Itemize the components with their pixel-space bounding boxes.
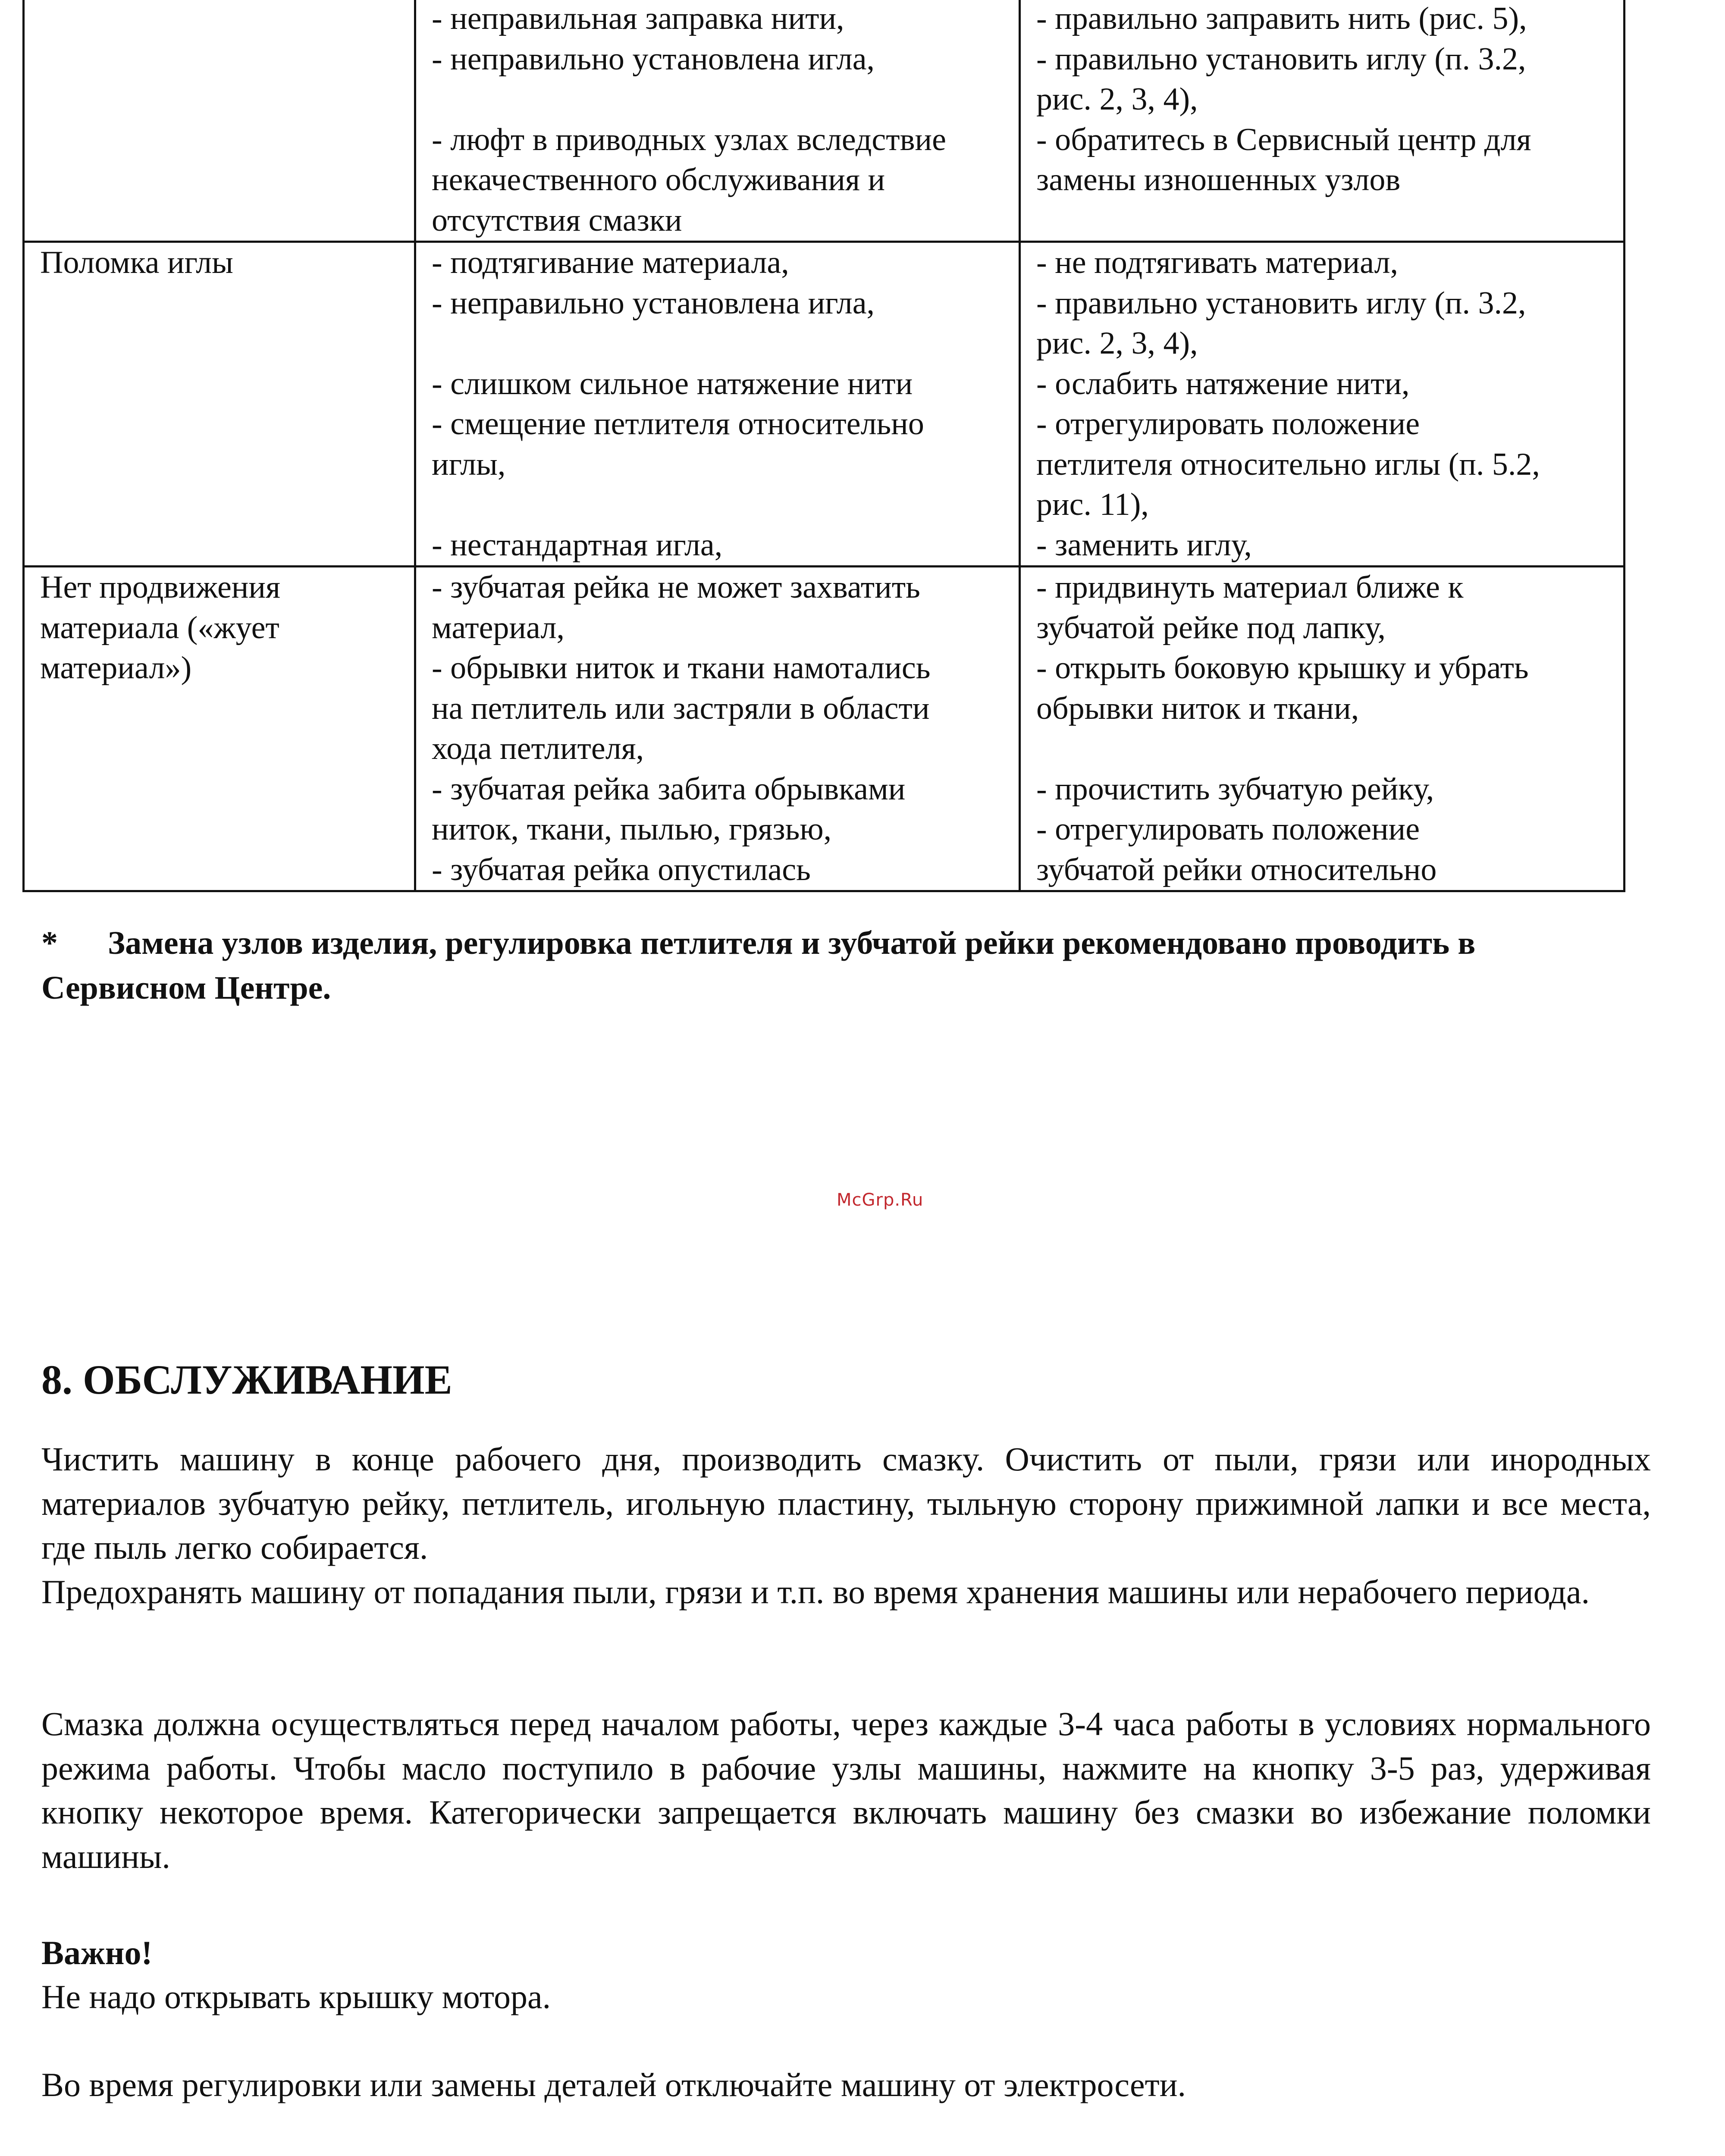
solution-cell: [1020, 0, 1625, 242]
cell-line: - ослабить натяжение нити,: [1036, 366, 1410, 401]
cell-line: - смещение петлителя относительно: [432, 406, 924, 442]
cell-line: Нет продвижения: [40, 570, 281, 605]
cell-line: Поломка иглы: [40, 245, 233, 280]
cell-line: материала («жует: [40, 610, 279, 646]
important-text: Не надо открывать крышку мотора.: [41, 1978, 551, 2015]
cell-line: - обратитесь в Сервисный центр для: [1036, 122, 1531, 157]
lubrication-block: [41, 1702, 1651, 1879]
solution-cell: [1020, 242, 1625, 567]
cell-line: - открыть боковую крышку и убрать: [1036, 650, 1529, 686]
cell-line: некачественного обслуживания и: [432, 162, 885, 197]
cell-line: обрывки ниток и ткани,: [1036, 690, 1359, 726]
cell-line: - подтягивание материала,: [432, 245, 789, 280]
lubrication-paragraph: Смазка должна осуществляться перед началом работы, через каждые 3-4 часа работы в условиях нормального режима работы. Чтобы масло поступило в рабочие узлы машины, нажмите на кнопку 3-5 раз, удерживая кнопку некоторое время. Категорически запрещается включать машину без смазки во избежание поломки машины.: [41, 1705, 1651, 1875]
cell-line: - правильно заправить нить (рис. 5),: [1036, 1, 1527, 36]
cell-line: - придвинуть материал ближе к: [1036, 570, 1464, 605]
section-title: 8. ОБСЛУЖИВАНИЕ: [41, 1357, 452, 1403]
cell-line: на петлитель или застряли в области: [432, 690, 930, 726]
cell-line: - зубчатая рейка забита обрывками: [432, 771, 906, 807]
cell-line: петлителя относительно иглы (п. 5.2,: [1036, 446, 1540, 482]
cause-cell: [415, 0, 1020, 242]
cell-line: зубчатой рейке под лапку,: [1036, 610, 1386, 646]
problem-cell: [24, 567, 415, 891]
table-row: [24, 242, 1625, 567]
troubleshooting-table: [22, 0, 1625, 892]
storage-paragraph: Предохранять машину от попадания пыли, грязи и т.п. во время хранения машины или нерабочего периода.: [41, 1573, 1590, 1611]
cell-line: - не подтягивать материал,: [1036, 245, 1399, 280]
cell-line: - правильно установить иглу (п. 3.2,: [1036, 41, 1526, 77]
cell-line: - слишком сильное натяжение нити: [432, 366, 913, 401]
cell-line: [432, 79, 1003, 120]
table-row: [24, 567, 1625, 891]
cell-line: - отрегулировать положение: [1036, 406, 1420, 442]
cell-line: - прочистить зубчатую рейку,: [1036, 771, 1434, 807]
cell-line: отсутствия смазки: [432, 202, 682, 238]
cell-line: - правильно установить иглу (п. 3.2,: [1036, 285, 1526, 321]
problem-cell: [24, 242, 415, 567]
cell-line: - зубчатая рейка опустилась: [432, 852, 811, 887]
cell-line: - заменить иглу,: [1036, 527, 1252, 563]
problem-cell: [24, 0, 415, 242]
cell-line: - люфт в приводных узлах вследствие: [432, 122, 946, 157]
cell-line: - нестандартная игла,: [432, 527, 723, 563]
cell-line: материал»): [40, 650, 192, 686]
table-row: [24, 0, 1625, 242]
cell-line: - обрывки ниток и ткани намотались: [432, 650, 931, 686]
cleaning-paragraph: Чистить машину в конце рабочего дня, производить смазку. Очистить от пыли, грязи или инородных материалов зубчатую рейку, петлитель, игольную пластину, тыльную сторону прижимной лапки и все места, где пыль легко собирается.: [41, 1440, 1651, 1566]
cell-line: хода петлителя,: [432, 731, 644, 766]
footnote-text: Замена узлов изделия, регулировка петлителя и зубчатой рейки рекомендовано проводить в Сервисном Центре.: [41, 925, 1476, 1006]
footnote-star: *: [41, 925, 58, 961]
cause-cell: [415, 567, 1020, 891]
cell-line: [1036, 729, 1608, 769]
cell-line: рис. 2, 3, 4),: [1036, 326, 1198, 361]
cell-line: - отрегулировать положение: [1036, 812, 1420, 847]
cell-line: - зубчатая рейка не может захватить: [432, 570, 920, 605]
solution-cell: [1020, 567, 1625, 891]
cell-line: - неправильно установлена игла,: [432, 285, 875, 321]
cell-line: [40, 0, 398, 39]
cause-cell: [415, 242, 1020, 567]
cell-line: замены изношенных узлов: [1036, 162, 1401, 197]
watermark-link[interactable]: McGrp.Ru: [837, 1190, 924, 1210]
cell-line: [432, 323, 1003, 364]
cell-line: зубчатой рейки относительно: [1036, 852, 1437, 887]
important-label: Важно!: [41, 1934, 153, 1971]
cell-line: - неправильная заправка нити,: [432, 1, 844, 36]
cell-line: материал,: [432, 610, 565, 646]
cell-line: [432, 485, 1003, 525]
cell-line: рис. 2, 3, 4),: [1036, 81, 1198, 117]
safety-text: Во время регулировки или замены деталей отключайте машину от электросети.: [41, 2066, 1186, 2103]
cell-line: рис. 11),: [1036, 487, 1149, 522]
footnote: [41, 921, 1637, 1010]
cell-line: - неправильно установлена игла,: [432, 41, 875, 77]
cell-line: иглы,: [432, 446, 506, 482]
cell-line: ниток, ткани, пылью, грязью,: [432, 812, 832, 847]
cleaning-paragraphs: [41, 1437, 1651, 1614]
